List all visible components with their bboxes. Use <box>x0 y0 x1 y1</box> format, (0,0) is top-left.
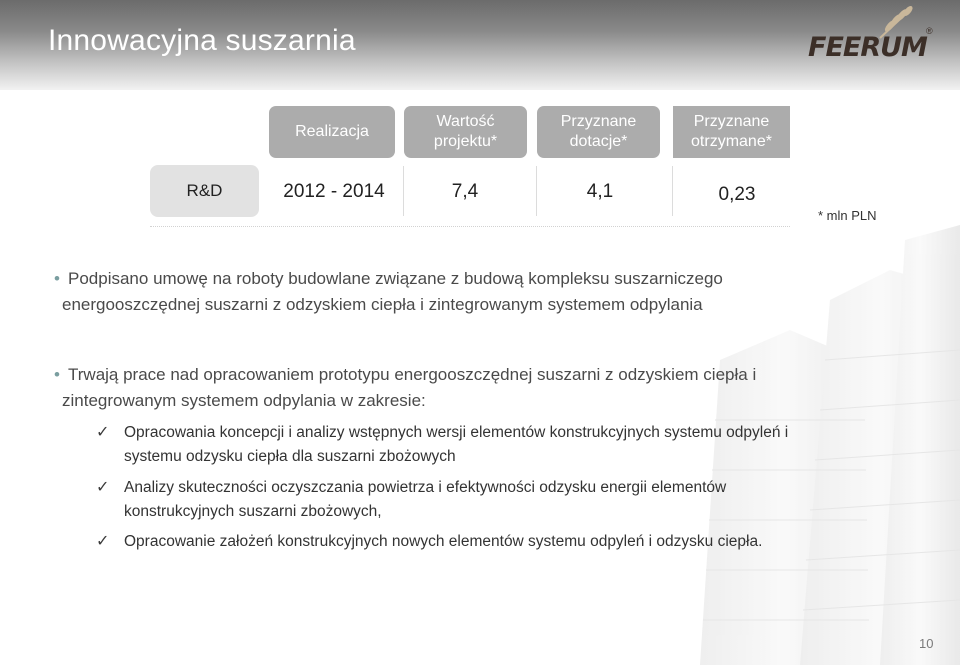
subitem-koncepcje-line1: Opracowania koncepcji i analizy wstępnych wersji elementów konstrukcyjnych systemu odpyleń i <box>124 424 789 441</box>
registered-mark: ® <box>926 26 933 36</box>
subitem-zalozenia <box>96 530 928 554</box>
subitem-koncepcje <box>96 421 928 467</box>
header-realizacja-label: Realizacja <box>295 123 369 140</box>
header-wartosc-line1: Wartość <box>436 113 495 130</box>
feerum-logo <box>808 6 938 68</box>
bullet-dot-icon: • <box>54 269 60 288</box>
subitem-analizy <box>96 476 928 522</box>
header-dotacje-line2: dotacje* <box>569 133 628 150</box>
check-icon: ✓ <box>96 479 110 496</box>
cell-otrzymane: 0,23 <box>718 184 756 205</box>
subitem-koncepcje-line2: systemu odzysku ciepła dla suszarni zbożowych <box>124 448 456 465</box>
footnote-mln-pln: * mln PLN <box>818 208 877 223</box>
header-otrzymane-line2: otrzymane* <box>691 133 772 150</box>
header-otrzymane <box>673 106 790 158</box>
header-realizacja <box>269 106 395 158</box>
table-row-divider <box>150 226 790 227</box>
slide-title: Innowacyjna suszarnia <box>48 24 356 57</box>
check-icon: ✓ <box>96 424 110 441</box>
bullet-prace-line1: Trwają prace nad opracowaniem prototypu energooszczędnej suszarni z odzyskiem ciepła i <box>68 365 757 384</box>
cell-realizacja: 2012 - 2014 <box>283 181 385 202</box>
bullet-umowa <box>54 266 914 318</box>
bullet-umowa-line1: Podpisano umowę na roboty budowlane związane z budową kompleksu suszarniczego <box>68 269 723 288</box>
subitem-analizy-line2: konstrukcyjnych suszarni zbożowych, <box>124 503 382 520</box>
bullet-umowa-line2: energooszczędnej suszarni z odzyskiem ciepła i zintegrowanym systemem odpylania <box>62 295 703 314</box>
bullet-dot-icon: • <box>54 365 60 384</box>
check-icon: ✓ <box>96 533 110 550</box>
subitem-zalozenia-line1: Opracowanie założeń konstrukcyjnych nowych elementów systemu odpyleń i odzysku ciepła. <box>124 533 763 550</box>
row-label-rd: R&D <box>150 165 259 217</box>
header-wartosc <box>404 106 527 158</box>
subitem-analizy-line1: Analizy skuteczności oczyszczania powietrza i efektywności odzysku energii elementów <box>124 479 727 496</box>
bullet-prace-line2: zintegrowanym systemem odpylania w zakresie: <box>62 391 426 410</box>
bullet-prace <box>54 362 934 414</box>
cell-wartosc: 7,4 <box>451 181 479 202</box>
logo-text: FEERUM <box>808 32 927 63</box>
cell-dotacje: 4,1 <box>586 181 614 202</box>
column-divider <box>672 166 673 216</box>
header-dotacje <box>537 106 660 158</box>
page-number: 10 <box>919 636 934 651</box>
header-dotacje-line1: Przyznane <box>560 113 637 130</box>
header-wartosc-line2: projektu* <box>433 133 498 150</box>
header-otrzymane-line1: Przyznane <box>693 113 770 130</box>
